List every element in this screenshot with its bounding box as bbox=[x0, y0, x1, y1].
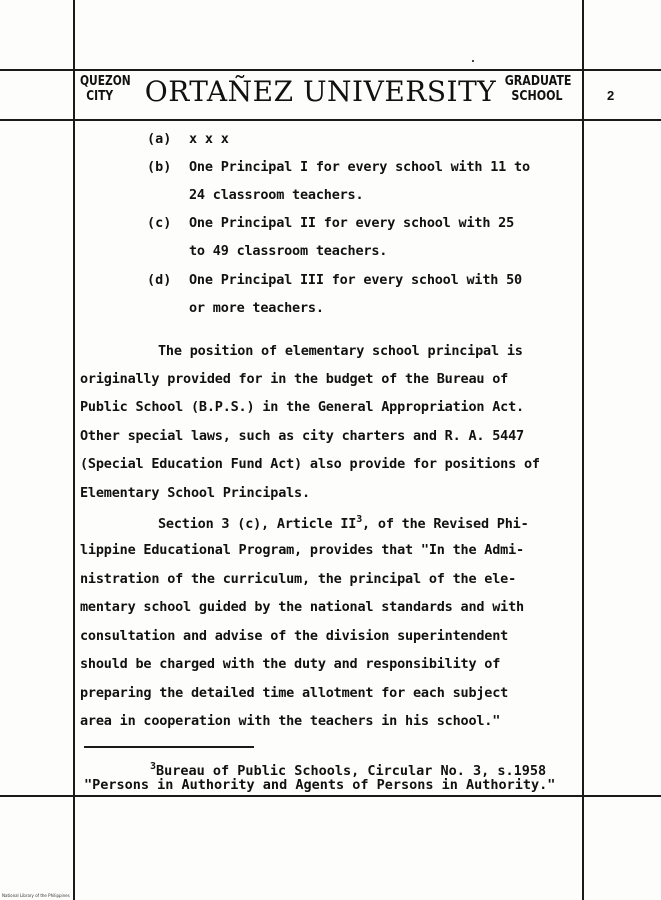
para2-line-5: consultation and advise of the division superintendent bbox=[80, 628, 509, 644]
footnote-ref: 3 bbox=[356, 514, 363, 525]
footnote-text-1: Bureau of Public Schools, Circular No. 3, s.1958 bbox=[156, 763, 547, 779]
list-label-d: (d) bbox=[147, 272, 172, 288]
city-label bbox=[80, 74, 131, 104]
footnote-rule bbox=[84, 746, 254, 748]
letterhead bbox=[74, 70, 583, 118]
footnote-marker: 3 bbox=[150, 761, 157, 772]
para2-line-6: should be charged with the duty and responsibility of bbox=[80, 656, 501, 672]
para2-line-2: lippine Educational Program, provides that "In the Admi- bbox=[80, 542, 524, 558]
para1-line-5: (Special Education Fund Act) also provide for positions of bbox=[80, 456, 540, 472]
para1-line-4: Other special laws, such as city charters and R. A. 5447 bbox=[80, 428, 524, 444]
city-line-2: CITY bbox=[86, 89, 114, 104]
list-item-a-line-1: x x x bbox=[189, 131, 229, 147]
para2-line-7: preparing the detailed time allotment for each subject bbox=[80, 685, 509, 701]
school-line-2: SCHOOL bbox=[511, 89, 563, 104]
para2-line-1 bbox=[158, 514, 529, 532]
header-bottom-rule bbox=[0, 119, 661, 121]
list-label-a: (a) bbox=[147, 131, 172, 147]
para2-line-3: nistration of the curriculum, the principal of the ele- bbox=[80, 571, 517, 587]
para1-line-3: Public School (B.P.S.) in the General Appropriation Act. bbox=[80, 399, 524, 415]
list-item-d-line-2: or more teachers. bbox=[189, 300, 324, 316]
para2-line-8: area in cooperation with the teachers in his school." bbox=[80, 713, 501, 729]
footnote-line-2: "Persons in Authority and Agents of Persons in Authority." bbox=[84, 777, 556, 793]
scan-credit: National Library of the Philippines bbox=[2, 893, 70, 898]
list-label-c: (c) bbox=[147, 215, 172, 231]
list-label-b: (b) bbox=[147, 159, 172, 175]
para2-line-4: mentary school guided by the national standards and with bbox=[80, 599, 524, 615]
para2-first-line-end: , of the Revised Phi- bbox=[362, 516, 529, 532]
page-number: 2 bbox=[607, 88, 615, 103]
school-line-1: GRADUATE bbox=[504, 74, 572, 89]
list-item-d-line-1: One Principal III for every school with 50 bbox=[189, 272, 522, 288]
para1-line-6: Elementary School Principals. bbox=[80, 485, 310, 501]
list-item-b-line-1: One Principal I for every school with 11 to bbox=[189, 159, 530, 175]
right-margin-line bbox=[582, 0, 584, 900]
city-line-1: QUEZON bbox=[80, 74, 131, 89]
para1-line-1: The position of elementary school principal is bbox=[158, 343, 523, 359]
para2-first-line-start: Section 3 (c), Article II bbox=[158, 516, 357, 532]
list-item-b-line-2: 24 classroom teachers. bbox=[189, 187, 364, 203]
left-margin-line bbox=[73, 0, 75, 900]
para1-line-2: originally provided for in the budget of the Bureau of bbox=[80, 371, 509, 387]
list-item-c-line-2: to 49 classroom teachers. bbox=[189, 243, 388, 259]
list-item-c-line-1: One Principal II for every school with 25 bbox=[189, 215, 515, 231]
bottom-rule bbox=[0, 795, 661, 797]
school-label bbox=[505, 74, 570, 104]
scan-speck bbox=[472, 60, 474, 62]
university-name: ORTAÑEZ UNIVERSITY bbox=[144, 75, 497, 108]
